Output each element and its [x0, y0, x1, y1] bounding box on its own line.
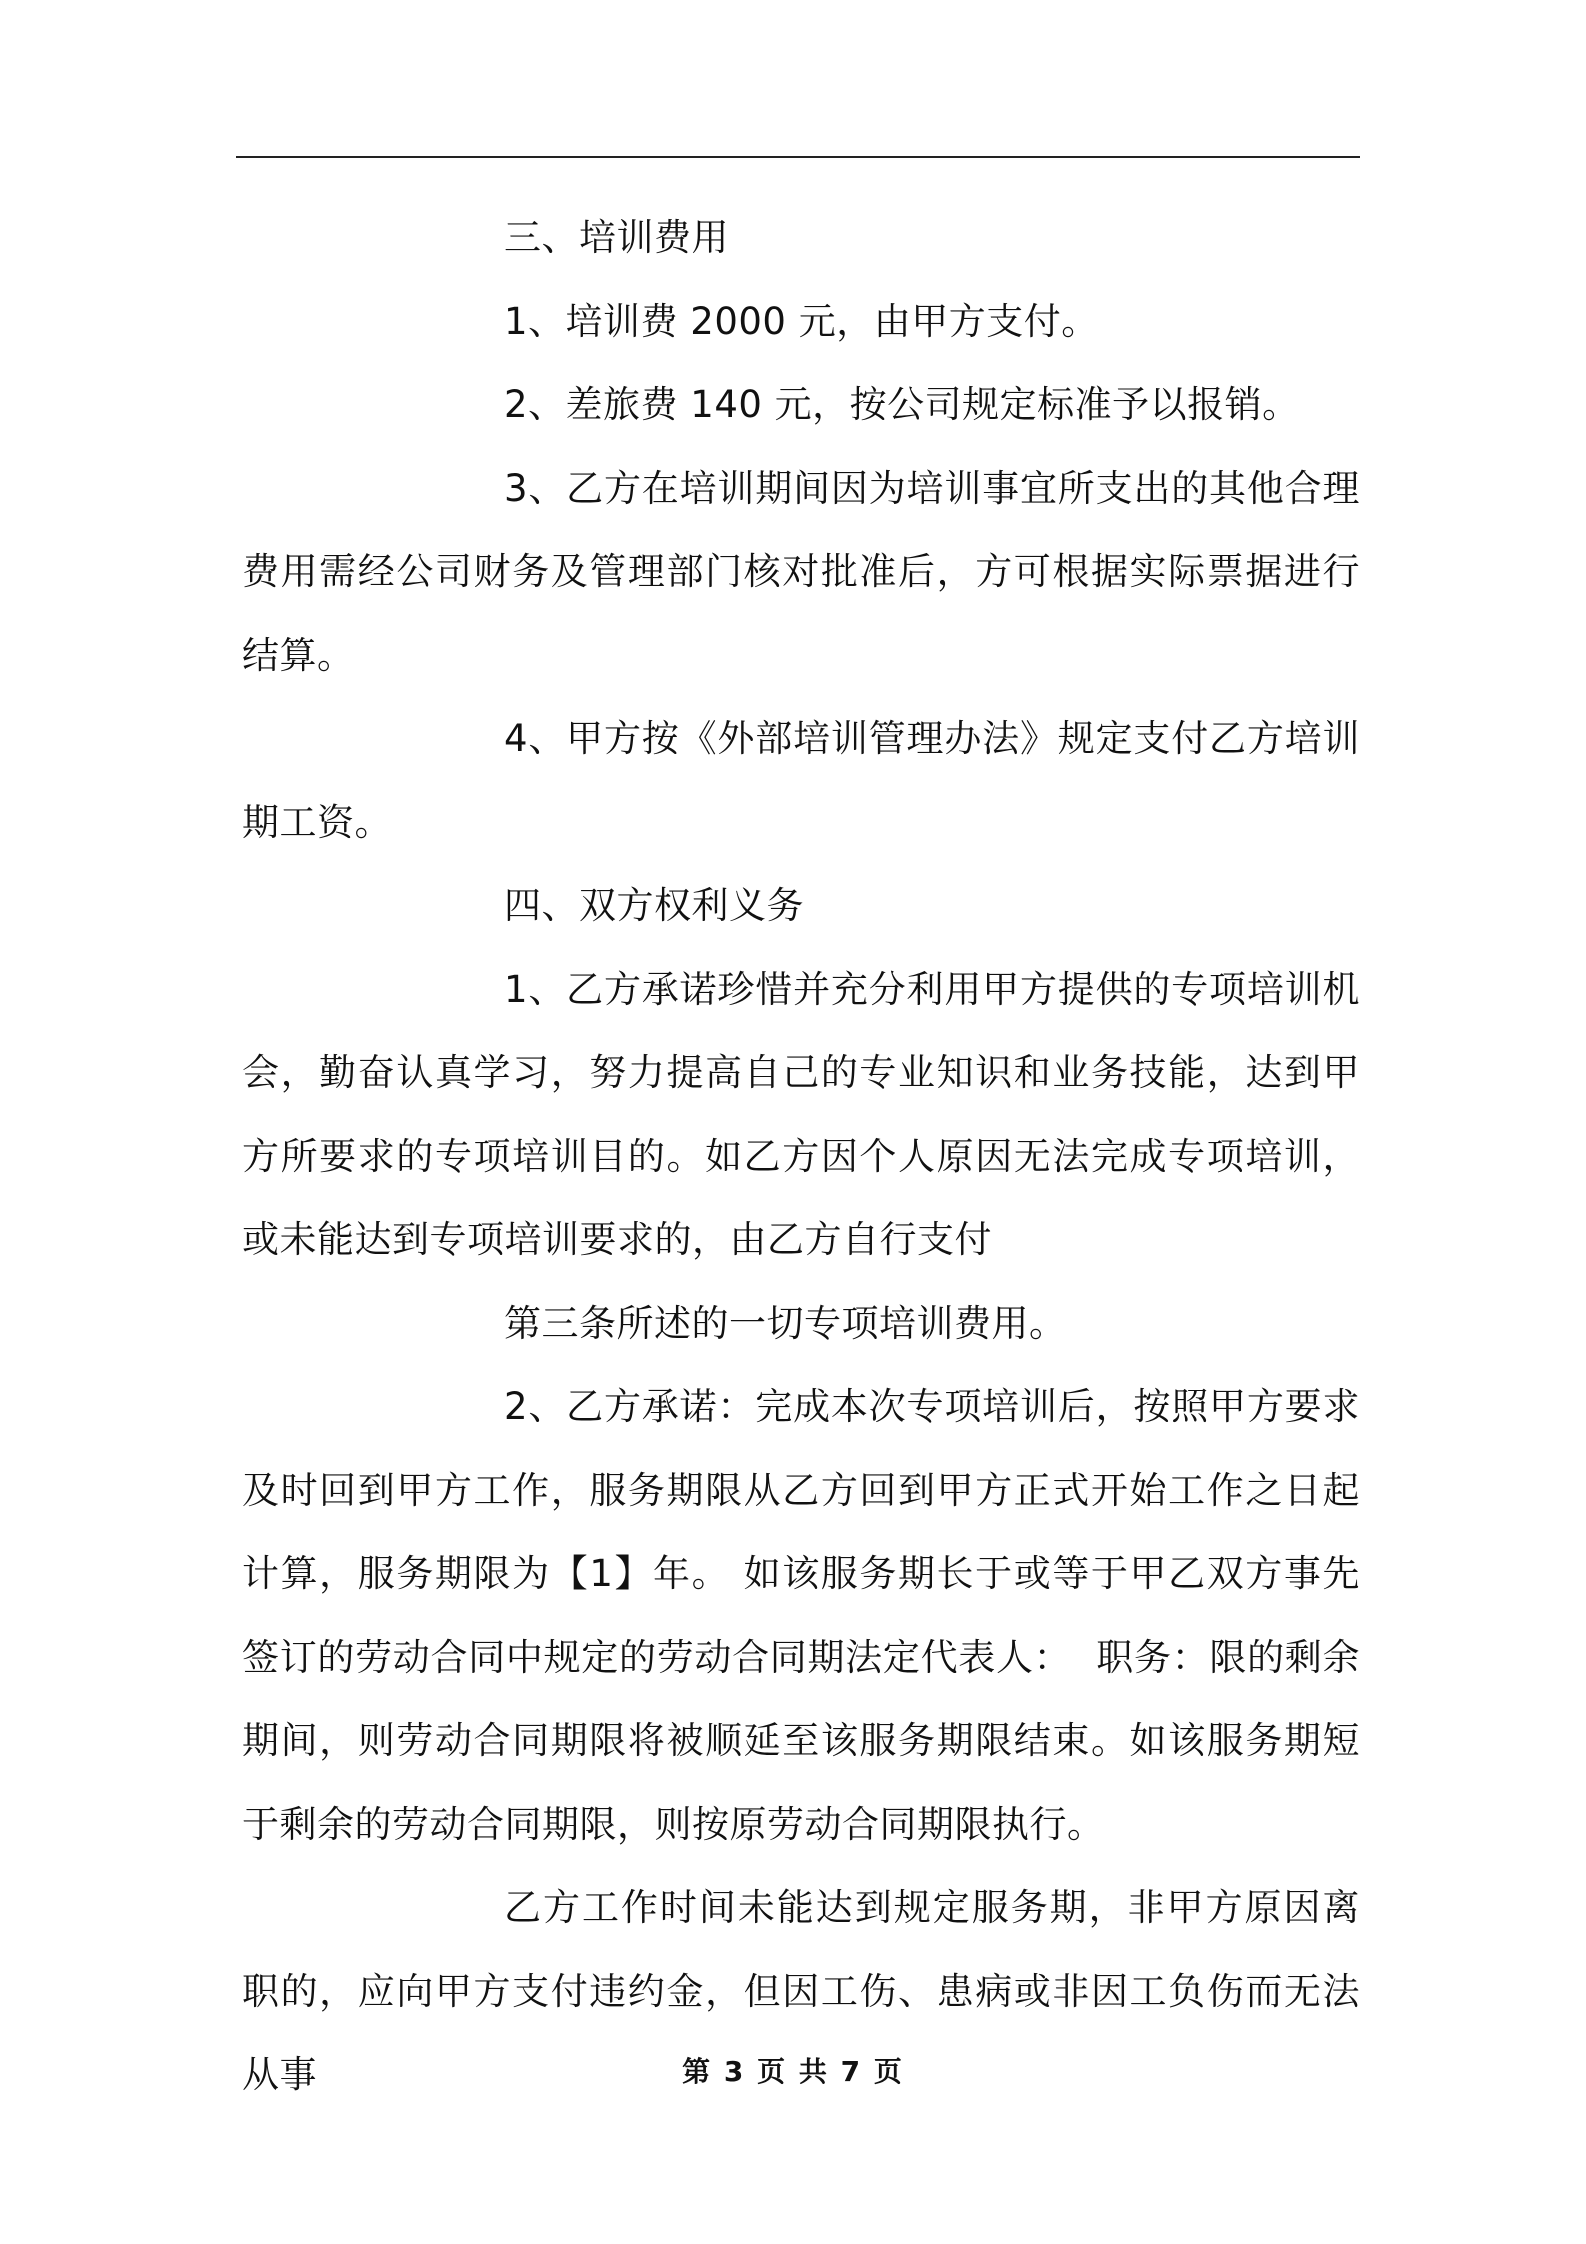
paragraph-penalty: 乙方工作时间未能达到规定服务期，非甲方原因离职的，应向甲方支付违约金，但因工伤、患病或非因工负伤而无法从事: [242, 1886, 1360, 2096]
paragraph-commitment-1: 1、乙方承诺珍惜并充分利用甲方提供的专项培训机会，勤奋认真学习，努力提高自己的专业知识和业务技能，达到甲方所要求的专项培训目的。如乙方因个人原因无法完成专项培训，或未能达到专项培训要求的，由乙方自行支付: [242, 967, 1360, 1261]
paragraph-training-fee: 1、培训费 2000 元，由甲方支付。: [504, 299, 1099, 343]
document-body: [242, 196, 1360, 2117]
page-number: 第 3 页 共 7 页: [682, 2055, 904, 2088]
paragraph-commitment-2: 2、乙方承诺：完成本次专项培训后，按照甲方要求及时回到甲方工作，服务期限从乙方回到甲方正式开始工作之日起计算，服务期限为【1】年。 如该服务期长于或等于甲乙双方事先签订的劳动合同中规定的劳动合同期法定代表人： 职务：限的剩余期间，则劳动合同期限将被顺延至该服务期限结束。如该服务期短于剩余的劳动合同期限，则按原劳动合同期限执行。: [242, 1385, 1360, 1846]
paragraph-training-wage: 4、甲方按《外部培训管理办法》规定支付乙方培训期工资。: [242, 717, 1360, 844]
header-rule: [236, 156, 1360, 158]
paragraph-other-expenses: 3、乙方在培训期间因为培训事宜所支出的其他合理费用需经公司财务及管理部门核对批准后，方可根据实际票据进行结算。: [242, 466, 1360, 677]
section-heading-training-fees: 三、培训费用: [504, 216, 729, 259]
section-heading-rights-obligations: 四、双方权利义务: [504, 884, 804, 927]
paragraph-article-3-fees: 第三条所述的一切专项培训费用。: [504, 1301, 1067, 1345]
paragraph-travel-expense: 2、差旅费 140 元，按公司规定标准予以报销。: [504, 383, 1300, 426]
